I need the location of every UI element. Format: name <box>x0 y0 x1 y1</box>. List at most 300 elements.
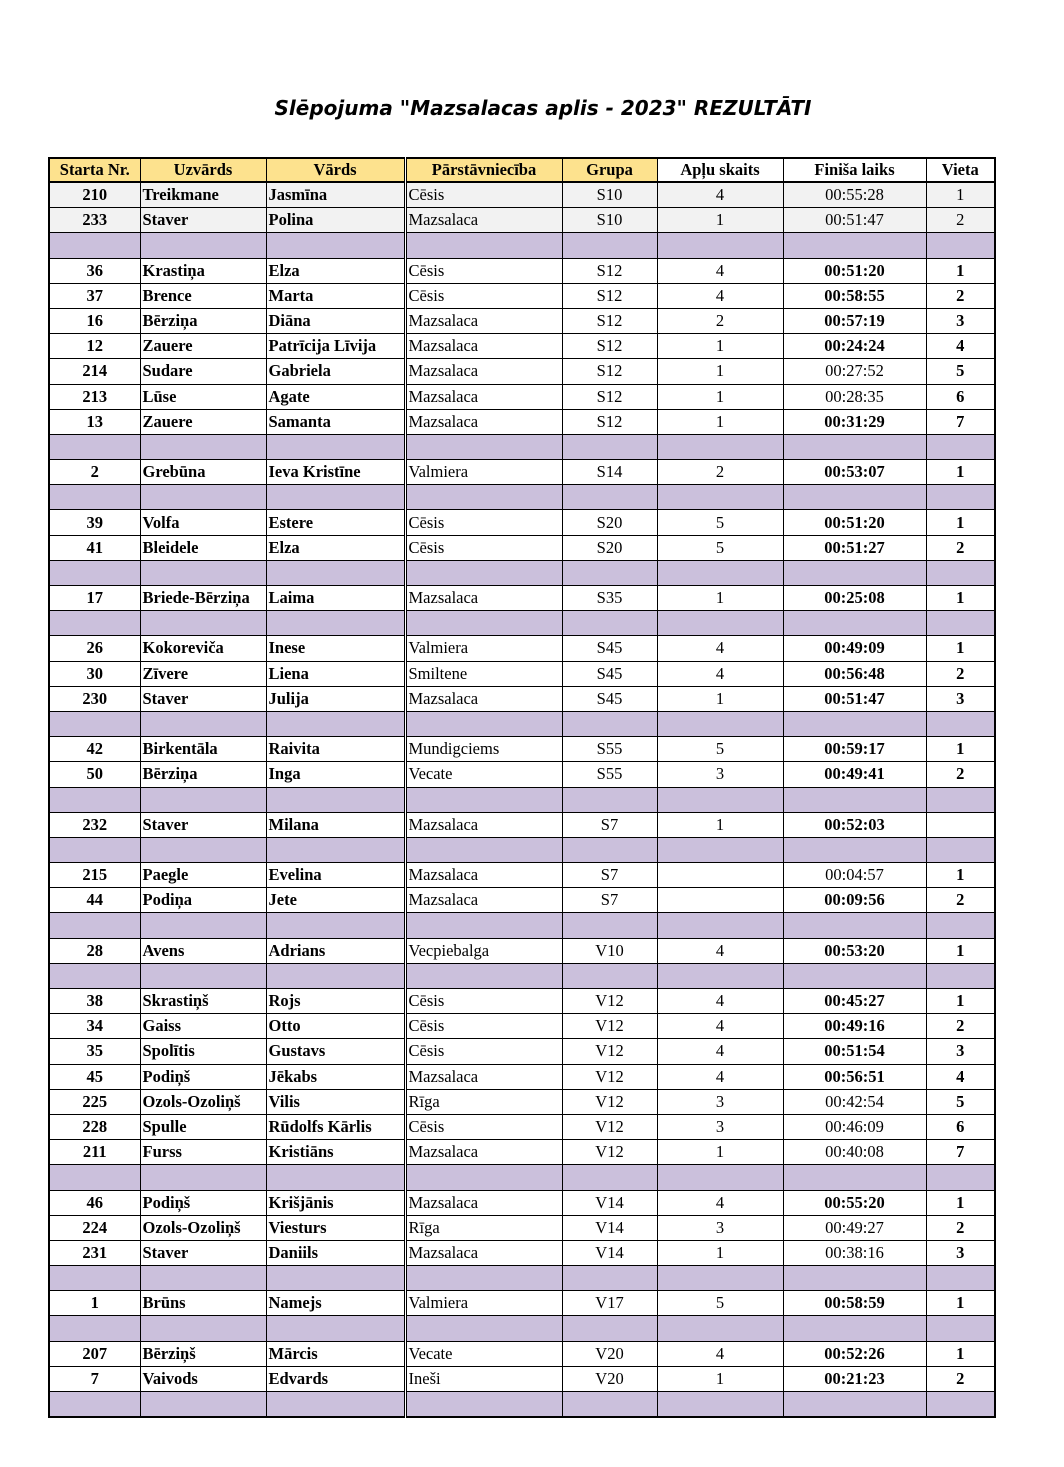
laps-cell: 4 <box>657 661 783 686</box>
separator-cell <box>405 1266 562 1291</box>
group-cell: S7 <box>562 863 657 888</box>
group-cell: S45 <box>562 636 657 661</box>
separator-cell <box>657 434 783 459</box>
separator-cell <box>562 560 657 585</box>
group-cell: V12 <box>562 1039 657 1064</box>
name-cell: Gabriela <box>266 359 405 384</box>
separator-cell <box>783 233 926 258</box>
separator-cell <box>266 611 405 636</box>
laps-cell: 1 <box>657 1240 783 1265</box>
surname-cell: Skrastiņš <box>140 989 266 1014</box>
start-nr-cell: 215 <box>49 863 140 888</box>
surname-cell: Zīvere <box>140 661 266 686</box>
separator-cell <box>562 1392 657 1418</box>
laps-cell: 4 <box>657 938 783 963</box>
place-cell: 3 <box>926 308 995 333</box>
finish-time-cell: 00:09:56 <box>783 888 926 913</box>
group-cell: S55 <box>562 762 657 787</box>
surname-cell: Sudare <box>140 359 266 384</box>
laps-cell: 1 <box>657 409 783 434</box>
separator-cell <box>562 611 657 636</box>
table-row <box>49 384 995 409</box>
representation-cell: Mazsalaca <box>405 863 562 888</box>
place-cell: 1 <box>926 989 995 1014</box>
place-cell: 1 <box>926 863 995 888</box>
finish-time-cell: 00:51:20 <box>783 510 926 535</box>
place-cell: 1 <box>926 1190 995 1215</box>
group-cell: V10 <box>562 938 657 963</box>
representation-cell: Valmiera <box>405 636 562 661</box>
surname-cell: Podiņa <box>140 888 266 913</box>
table-row <box>49 1114 995 1139</box>
start-nr-cell: 225 <box>49 1089 140 1114</box>
group-separator-row <box>49 711 995 736</box>
separator-cell <box>140 1316 266 1341</box>
surname-cell: Avens <box>140 938 266 963</box>
separator-cell <box>140 434 266 459</box>
group-cell: S12 <box>562 384 657 409</box>
separator-cell <box>926 1316 995 1341</box>
finish-time-cell: 00:46:09 <box>783 1114 926 1139</box>
separator-cell <box>562 963 657 988</box>
laps-cell: 2 <box>657 308 783 333</box>
separator-cell <box>405 434 562 459</box>
separator-cell <box>562 1316 657 1341</box>
representation-cell: Mazsalaca <box>405 1190 562 1215</box>
separator-cell <box>657 1165 783 1190</box>
group-cell: V12 <box>562 1064 657 1089</box>
finish-time-cell: 00:51:54 <box>783 1039 926 1064</box>
surname-cell: Gaiss <box>140 1014 266 1039</box>
surname-cell: Spulle <box>140 1114 266 1139</box>
separator-cell <box>783 711 926 736</box>
separator-cell <box>266 233 405 258</box>
finish-time-cell: 00:56:51 <box>783 1064 926 1089</box>
separator-cell <box>49 233 140 258</box>
separator-cell <box>266 963 405 988</box>
laps-cell: 4 <box>657 989 783 1014</box>
separator-cell <box>562 233 657 258</box>
separator-cell <box>783 963 926 988</box>
finish-time-cell: 00:52:26 <box>783 1341 926 1366</box>
finish-time-cell: 00:31:29 <box>783 409 926 434</box>
group-cell: S14 <box>562 460 657 485</box>
group-cell: V14 <box>562 1215 657 1240</box>
group-cell: S20 <box>562 535 657 560</box>
place-cell: 5 <box>926 359 995 384</box>
group-cell: S12 <box>562 308 657 333</box>
separator-cell <box>49 1316 140 1341</box>
place-cell: 5 <box>926 1089 995 1114</box>
place-cell: 1 <box>926 510 995 535</box>
group-separator-row <box>49 485 995 510</box>
results-body <box>49 182 995 1417</box>
table-row <box>49 1291 995 1316</box>
name-cell: Agate <box>266 384 405 409</box>
representation-cell: Rīga <box>405 1089 562 1114</box>
table-row <box>49 686 995 711</box>
surname-cell: Bērziņa <box>140 308 266 333</box>
name-cell: Evelina <box>266 863 405 888</box>
surname-cell: Zauere <box>140 409 266 434</box>
name-cell: Otto <box>266 1014 405 1039</box>
group-cell: V12 <box>562 1089 657 1114</box>
separator-cell <box>140 913 266 938</box>
representation-cell: Cēsis <box>405 510 562 535</box>
representation-cell: Mazsalaca <box>405 1240 562 1265</box>
finish-time-cell: 00:49:16 <box>783 1014 926 1039</box>
table-row <box>49 989 995 1014</box>
group-cell: V14 <box>562 1190 657 1215</box>
header-name: Vārds <box>266 158 405 182</box>
group-cell: S12 <box>562 283 657 308</box>
laps-cell: 1 <box>657 1140 783 1165</box>
place-cell: 2 <box>926 283 995 308</box>
separator-cell <box>926 963 995 988</box>
separator-cell <box>562 787 657 812</box>
surname-cell: Birkentāla <box>140 737 266 762</box>
separator-cell <box>49 434 140 459</box>
start-nr-cell: 46 <box>49 1190 140 1215</box>
name-cell: Edvards <box>266 1366 405 1391</box>
start-nr-cell: 1 <box>49 1291 140 1316</box>
name-cell: Daniils <box>266 1240 405 1265</box>
separator-cell <box>266 711 405 736</box>
place-cell: 4 <box>926 1064 995 1089</box>
start-nr-cell: 230 <box>49 686 140 711</box>
separator-cell <box>783 837 926 862</box>
separator-cell <box>49 913 140 938</box>
laps-cell: 5 <box>657 535 783 560</box>
name-cell: Ieva Kristīne <box>266 460 405 485</box>
table-row <box>49 938 995 963</box>
finish-time-cell: 00:51:20 <box>783 258 926 283</box>
finish-time-cell: 00:56:48 <box>783 661 926 686</box>
group-cell: S35 <box>562 586 657 611</box>
table-row <box>49 308 995 333</box>
laps-cell: 4 <box>657 1039 783 1064</box>
start-nr-cell: 231 <box>49 1240 140 1265</box>
group-separator-row <box>49 434 995 459</box>
laps-cell: 4 <box>657 258 783 283</box>
separator-cell <box>657 1316 783 1341</box>
separator-cell <box>49 1165 140 1190</box>
group-cell: V20 <box>562 1366 657 1391</box>
place-cell: 1 <box>926 460 995 485</box>
separator-cell <box>926 711 995 736</box>
representation-cell: Valmiera <box>405 1291 562 1316</box>
start-nr-cell: 50 <box>49 762 140 787</box>
table-row <box>49 460 995 485</box>
group-separator-row <box>49 233 995 258</box>
separator-cell <box>140 837 266 862</box>
laps-cell: 4 <box>657 1190 783 1215</box>
table-row <box>49 888 995 913</box>
results-table <box>48 157 996 1418</box>
name-cell: Samanta <box>266 409 405 434</box>
group-cell: S45 <box>562 661 657 686</box>
name-cell: Namejs <box>266 1291 405 1316</box>
finish-time-cell: 00:51:27 <box>783 535 926 560</box>
finish-time-cell: 00:51:47 <box>783 208 926 233</box>
separator-cell <box>140 963 266 988</box>
group-cell: V12 <box>562 1014 657 1039</box>
name-cell: Jasmīna <box>266 182 405 208</box>
table-row <box>49 283 995 308</box>
laps-cell: 4 <box>657 636 783 661</box>
start-nr-cell: 210 <box>49 182 140 208</box>
start-nr-cell: 228 <box>49 1114 140 1139</box>
representation-cell: Mazsalaca <box>405 586 562 611</box>
group-cell: S20 <box>562 510 657 535</box>
separator-cell <box>657 611 783 636</box>
name-cell: Polina <box>266 208 405 233</box>
laps-cell: 1 <box>657 334 783 359</box>
table-row <box>49 1014 995 1039</box>
place-cell <box>926 812 995 837</box>
finish-time-cell: 00:49:09 <box>783 636 926 661</box>
separator-cell <box>926 233 995 258</box>
table-row <box>49 1215 995 1240</box>
name-cell: Patrīcija Līvija <box>266 334 405 359</box>
name-cell: Diāna <box>266 308 405 333</box>
laps-cell: 3 <box>657 1114 783 1139</box>
finish-time-cell: 00:58:55 <box>783 283 926 308</box>
start-nr-cell: 28 <box>49 938 140 963</box>
surname-cell: Ozols-Ozoliņš <box>140 1215 266 1240</box>
group-separator-row <box>49 1165 995 1190</box>
place-cell: 1 <box>926 1341 995 1366</box>
name-cell: Rūdolfs Kārlis <box>266 1114 405 1139</box>
representation-cell: Ineši <box>405 1366 562 1391</box>
table-row <box>49 863 995 888</box>
finish-time-cell: 00:27:52 <box>783 359 926 384</box>
table-row <box>49 1341 995 1366</box>
start-nr-cell: 214 <box>49 359 140 384</box>
place-cell: 1 <box>926 636 995 661</box>
separator-cell <box>405 233 562 258</box>
separator-cell <box>657 963 783 988</box>
separator-cell <box>49 560 140 585</box>
table-row <box>49 1039 995 1064</box>
separator-cell <box>926 485 995 510</box>
separator-cell <box>49 611 140 636</box>
separator-cell <box>405 913 562 938</box>
table-row <box>49 334 995 359</box>
separator-cell <box>140 711 266 736</box>
separator-cell <box>405 560 562 585</box>
representation-cell: Vecate <box>405 1341 562 1366</box>
finish-time-cell: 00:51:47 <box>783 686 926 711</box>
laps-cell: 4 <box>657 1341 783 1366</box>
table-row <box>49 208 995 233</box>
finish-time-cell: 00:57:19 <box>783 308 926 333</box>
finish-time-cell: 00:28:35 <box>783 384 926 409</box>
separator-cell <box>657 711 783 736</box>
separator-cell <box>266 434 405 459</box>
surname-cell: Ozols-Ozoliņš <box>140 1089 266 1114</box>
place-cell: 1 <box>926 182 995 208</box>
group-cell: S12 <box>562 359 657 384</box>
name-cell: Krišjānis <box>266 1190 405 1215</box>
finish-time-cell: 00:42:54 <box>783 1089 926 1114</box>
group-cell: S7 <box>562 888 657 913</box>
table-row <box>49 510 995 535</box>
separator-cell <box>140 787 266 812</box>
separator-cell <box>266 787 405 812</box>
representation-cell: Mazsalaca <box>405 384 562 409</box>
laps-cell: 1 <box>657 1366 783 1391</box>
laps-cell: 4 <box>657 182 783 208</box>
representation-cell: Mazsalaca <box>405 334 562 359</box>
representation-cell: Mazsalaca <box>405 359 562 384</box>
separator-cell <box>140 560 266 585</box>
start-nr-cell: 36 <box>49 258 140 283</box>
separator-cell <box>49 1266 140 1291</box>
start-nr-cell: 12 <box>49 334 140 359</box>
place-cell: 2 <box>926 1215 995 1240</box>
table-row <box>49 1089 995 1114</box>
start-nr-cell: 232 <box>49 812 140 837</box>
representation-cell: Mazsalaca <box>405 1140 562 1165</box>
finish-time-cell: 00:55:20 <box>783 1190 926 1215</box>
surname-cell: Brence <box>140 283 266 308</box>
group-separator-row <box>49 963 995 988</box>
table-row <box>49 258 995 283</box>
finish-time-cell: 00:53:07 <box>783 460 926 485</box>
start-nr-cell: 26 <box>49 636 140 661</box>
separator-cell <box>562 485 657 510</box>
laps-cell: 1 <box>657 586 783 611</box>
separator-cell <box>562 1266 657 1291</box>
separator-cell <box>657 837 783 862</box>
group-cell: S10 <box>562 208 657 233</box>
representation-cell: Mazsalaca <box>405 1064 562 1089</box>
place-cell: 2 <box>926 888 995 913</box>
surname-cell: Grebūna <box>140 460 266 485</box>
representation-cell: Mazsalaca <box>405 812 562 837</box>
separator-cell <box>405 787 562 812</box>
separator-cell <box>562 837 657 862</box>
finish-time-cell: 00:53:20 <box>783 938 926 963</box>
name-cell: Milana <box>266 812 405 837</box>
separator-cell <box>266 1316 405 1341</box>
place-cell: 7 <box>926 409 995 434</box>
separator-cell <box>926 560 995 585</box>
table-row <box>49 1240 995 1265</box>
header-finish-time: Finiša laiks <box>783 158 926 182</box>
table-row <box>49 1140 995 1165</box>
finish-time-cell: 00:52:03 <box>783 812 926 837</box>
laps-cell: 1 <box>657 359 783 384</box>
separator-cell <box>405 485 562 510</box>
representation-cell: Mazsalaca <box>405 208 562 233</box>
name-cell: Estere <box>266 510 405 535</box>
group-cell: V12 <box>562 1114 657 1139</box>
name-cell: Viesturs <box>266 1215 405 1240</box>
separator-cell <box>783 1392 926 1418</box>
place-cell: 7 <box>926 1140 995 1165</box>
separator-cell <box>405 963 562 988</box>
separator-cell <box>657 560 783 585</box>
separator-cell <box>657 787 783 812</box>
group-cell: V20 <box>562 1341 657 1366</box>
surname-cell: Bleidele <box>140 535 266 560</box>
table-row <box>49 661 995 686</box>
surname-cell: Briede-Bērziņa <box>140 586 266 611</box>
name-cell: Vilis <box>266 1089 405 1114</box>
start-nr-cell: 41 <box>49 535 140 560</box>
separator-cell <box>405 1165 562 1190</box>
table-row <box>49 1366 995 1391</box>
laps-cell: 2 <box>657 460 783 485</box>
group-separator-row <box>49 611 995 636</box>
laps-cell <box>657 863 783 888</box>
representation-cell: Cēsis <box>405 1039 562 1064</box>
name-cell: Julija <box>266 686 405 711</box>
start-nr-cell: 35 <box>49 1039 140 1064</box>
place-cell: 1 <box>926 1291 995 1316</box>
laps-cell: 4 <box>657 1064 783 1089</box>
place-cell: 2 <box>926 535 995 560</box>
separator-cell <box>562 434 657 459</box>
place-cell: 1 <box>926 938 995 963</box>
separator-cell <box>405 1392 562 1418</box>
representation-cell: Mazsalaca <box>405 686 562 711</box>
representation-cell: Cēsis <box>405 258 562 283</box>
separator-cell <box>405 611 562 636</box>
place-cell: 2 <box>926 208 995 233</box>
surname-cell: Bērziņa <box>140 762 266 787</box>
group-cell: V12 <box>562 1140 657 1165</box>
separator-cell <box>405 837 562 862</box>
page-title: Slēpojuma "Mazsalacas aplis - 2023" REZULTĀTI <box>274 96 812 120</box>
surname-cell: Kokoreviča <box>140 636 266 661</box>
name-cell: Inese <box>266 636 405 661</box>
separator-cell <box>783 913 926 938</box>
separator-cell <box>266 837 405 862</box>
table-row <box>49 737 995 762</box>
separator-cell <box>926 787 995 812</box>
separator-cell <box>140 485 266 510</box>
representation-cell: Cēsis <box>405 182 562 208</box>
group-cell: S12 <box>562 258 657 283</box>
table-row <box>49 182 995 208</box>
separator-cell <box>926 837 995 862</box>
surname-cell: Spolītis <box>140 1039 266 1064</box>
representation-cell: Cēsis <box>405 535 562 560</box>
surname-cell: Treikmane <box>140 182 266 208</box>
table-row <box>49 636 995 661</box>
separator-cell <box>926 611 995 636</box>
separator-cell <box>49 485 140 510</box>
place-cell: 6 <box>926 384 995 409</box>
name-cell: Inga <box>266 762 405 787</box>
place-cell: 2 <box>926 1366 995 1391</box>
laps-cell: 1 <box>657 686 783 711</box>
header-representation: Pārstāvniecība <box>405 158 562 182</box>
laps-cell: 1 <box>657 208 783 233</box>
start-nr-cell: 233 <box>49 208 140 233</box>
laps-cell: 5 <box>657 1291 783 1316</box>
name-cell: Jēkabs <box>266 1064 405 1089</box>
separator-cell <box>49 787 140 812</box>
start-nr-cell: 38 <box>49 989 140 1014</box>
separator-cell <box>266 1266 405 1291</box>
representation-cell: Smiltene <box>405 661 562 686</box>
representation-cell: Valmiera <box>405 460 562 485</box>
group-separator-row <box>49 913 995 938</box>
